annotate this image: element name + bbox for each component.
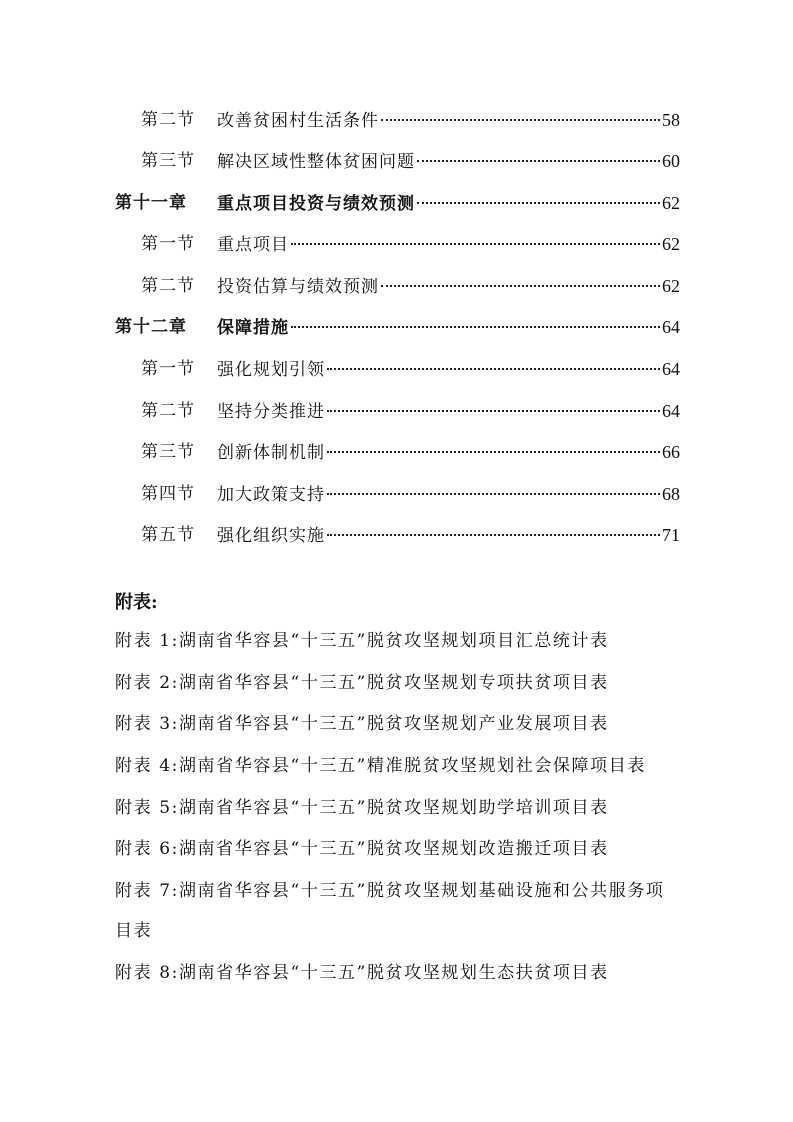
dot-leader xyxy=(327,534,660,536)
dot-leader xyxy=(327,410,660,412)
toc-title: 坚持分类推进 xyxy=(217,402,325,422)
toc-entry[interactable] xyxy=(0,357,793,381)
appendix-item: 附表 6:湖南省华容县“十三五”脱贫攻坚规划改造搬迁项目表 xyxy=(115,839,609,859)
dot-leader xyxy=(381,285,660,287)
toc-title: 保障措施 xyxy=(217,318,289,338)
dot-leader xyxy=(381,119,660,121)
toc-page-number: 64 xyxy=(662,317,680,337)
toc-label: 第一节 xyxy=(141,359,195,379)
toc-page-number: 71 xyxy=(662,525,680,545)
toc-page-number: 62 xyxy=(662,234,680,254)
toc-page-number: 62 xyxy=(662,193,680,213)
dot-leader xyxy=(291,326,660,328)
appendix-item: 附表 8:湖南省华容县“十三五”脱贫攻坚规划生态扶贫项目表 xyxy=(115,963,609,983)
toc-label: 第二节 xyxy=(141,401,195,421)
appendix-item: 附表 3:湖南省华容县“十三五”脱贫攻坚规划产业发展项目表 xyxy=(115,714,609,734)
dot-leader xyxy=(417,202,660,204)
toc-entry[interactable] xyxy=(0,191,793,215)
dot-leader xyxy=(417,160,660,162)
toc-label: 第二节 xyxy=(141,110,195,130)
dot-leader xyxy=(327,368,660,370)
toc-title: 强化组织实施 xyxy=(217,526,325,546)
toc-page-number: 60 xyxy=(662,151,680,171)
toc-title: 重点项目投资与绩效预测 xyxy=(217,194,415,214)
toc-title: 加大政策支持 xyxy=(217,485,325,505)
toc-label: 第十一章 xyxy=(115,193,187,213)
toc-page-number: 58 xyxy=(662,110,680,130)
toc-label: 第三节 xyxy=(141,151,195,171)
toc-title: 改善贫困村生活条件 xyxy=(217,111,379,131)
appendix-item: 附表 2:湖南省华容县“十三五”脱贫攻坚规划专项扶贫项目表 xyxy=(115,673,609,693)
toc-page-number: 68 xyxy=(662,484,680,504)
toc-title: 创新体制机制 xyxy=(217,443,325,463)
dot-leader xyxy=(291,243,660,245)
appendix-item: 附表 5:湖南省华容县“十三五”脱贫攻坚规划助学培训项目表 xyxy=(115,798,609,818)
dot-leader xyxy=(327,451,660,453)
toc-title: 强化规划引领 xyxy=(217,360,325,380)
toc-page-number: 64 xyxy=(662,401,680,421)
toc-label: 第四节 xyxy=(141,484,195,504)
toc-label: 第三节 xyxy=(141,442,195,462)
appendix-heading: 附表: xyxy=(115,592,158,613)
toc-entry[interactable] xyxy=(0,315,793,339)
toc-entry[interactable] xyxy=(0,274,793,298)
appendix-item: 附表 4:湖南省华容县“十三五”精准脱贫攻坚规划社会保障项目表 xyxy=(115,756,646,776)
toc-entry[interactable] xyxy=(0,482,793,506)
toc-entry[interactable] xyxy=(0,232,793,256)
toc-page-number: 62 xyxy=(662,276,680,296)
appendix-item: 附表 7:湖南省华容县“十三五”脱贫攻坚规划基础设施和公共服务项 xyxy=(115,881,665,901)
toc-entry[interactable] xyxy=(0,523,793,547)
toc-label: 第一节 xyxy=(141,234,195,254)
toc-entry[interactable] xyxy=(0,108,793,132)
appendix-item: 附表 1:湖南省华容县“十三五”脱贫攻坚规划项目汇总统计表 xyxy=(115,631,609,651)
toc-label: 第五节 xyxy=(141,525,195,545)
toc-page-number: 64 xyxy=(662,359,680,379)
toc-page-number: 66 xyxy=(662,442,680,462)
toc-label: 第十二章 xyxy=(115,317,187,337)
dot-leader xyxy=(327,493,660,495)
toc-entry[interactable] xyxy=(0,149,793,173)
toc-title: 重点项目 xyxy=(217,235,289,255)
toc-title: 解决区域性整体贫困问题 xyxy=(217,152,415,172)
appendix-item: 目表 xyxy=(115,921,153,941)
toc-entry[interactable] xyxy=(0,399,793,423)
toc-title: 投资估算与绩效预测 xyxy=(217,277,379,297)
toc-label: 第二节 xyxy=(141,276,195,296)
toc-entry[interactable] xyxy=(0,440,793,464)
